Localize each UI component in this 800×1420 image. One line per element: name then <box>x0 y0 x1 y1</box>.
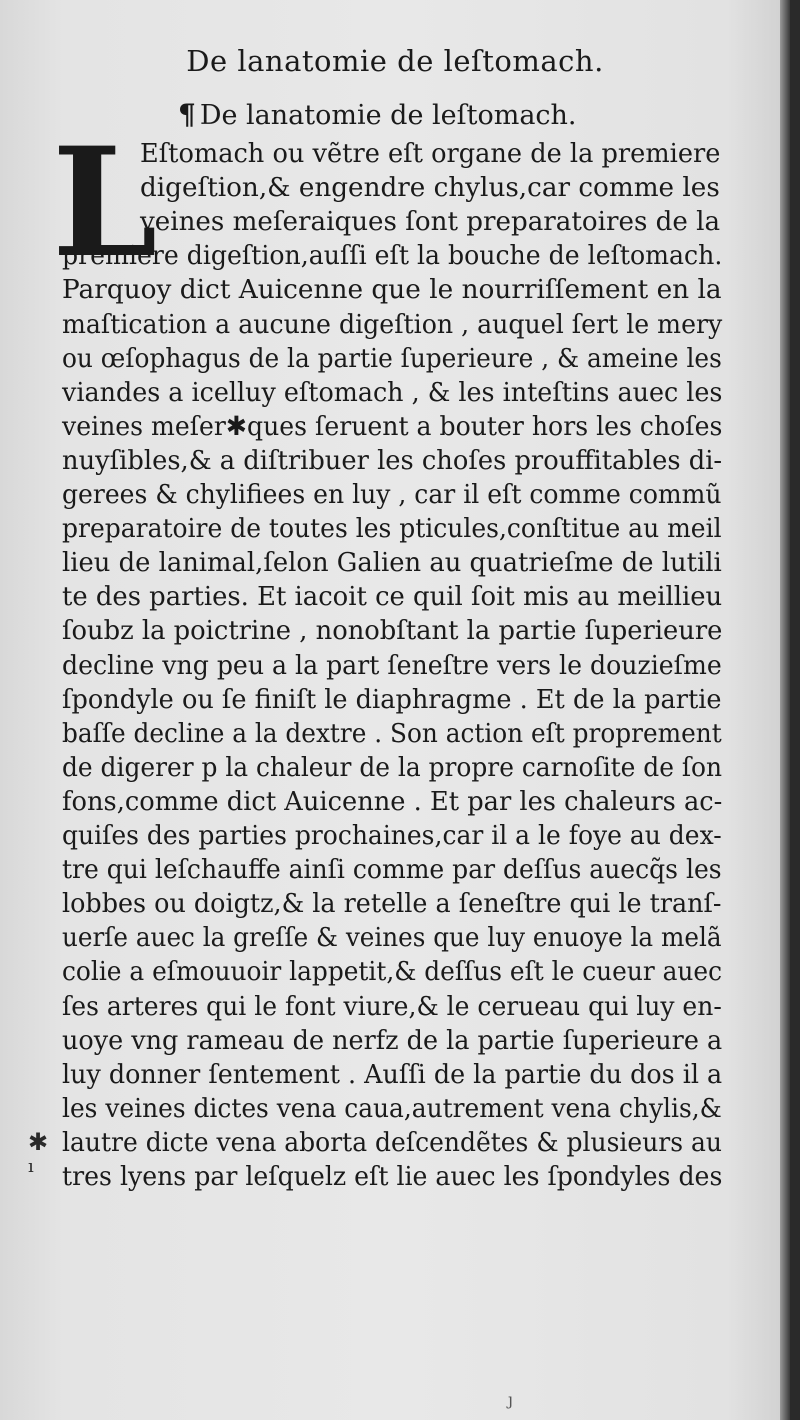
text-line: fons,comme dict Auicenne . Et par les chaleurs ac- <box>62 786 723 817</box>
text-line: ſpondyle ou ſe finiſt le diaphragme . Et de la partie <box>62 684 722 715</box>
text-line: tres lyens par leſquelz eſt lie auec les ſpondyles des <box>62 1161 723 1192</box>
text-line: baſſe decline a la dextre . Son action eſt proprement <box>62 718 722 749</box>
text-line: quiſes des parties prochaines,car il a le foye au dex- <box>62 820 722 851</box>
text-line: maſtication a aucune digeſtion , auquel ſert le mery <box>62 309 723 340</box>
text-line: decline vng peu a la part ſeneſtre vers le douzieſme <box>62 650 722 681</box>
text-line: lautre dicte vena aborta deſcendẽtes & plusieurs au <box>62 1127 722 1158</box>
running-head: De lanatomie de leſtomach. <box>186 44 604 78</box>
text-line: veines meſer✱ques ſeruent a bouter hors les choſes <box>62 411 723 442</box>
text-line: Eſtomach ou vẽtre eſt organe de la premiere <box>140 138 721 169</box>
text-line: colie a eſmouuoir lappetit,& deſſus eſt le cueur auec <box>62 956 723 987</box>
drop-cap: L <box>52 115 158 291</box>
text-line: Parquoy dict Auicenne que le nourriſſement en la <box>62 274 722 305</box>
chapter-title-text: De lanatomie de leſtomach. <box>199 100 577 131</box>
folio-mark: ȷ <box>508 1390 513 1409</box>
text-line: ſes arteres qui le font viure,& le cerueau qui luy en- <box>62 991 722 1022</box>
page-edge-shadow <box>780 0 790 1420</box>
text-line: lieu de lanimal,ſelon Galien au quatrieſme de lutili <box>62 547 722 578</box>
text-line: veines meſeraiques ſont preparatoires de la <box>140 206 721 237</box>
text-line: lobbes ou doigtz,& la retelle a ſeneſtre qui le tranſ- <box>62 888 722 919</box>
margin-mark: ı <box>28 1156 34 1177</box>
text-line: uoye vng rameau de nerfz de la partie ſuperieure a <box>62 1025 723 1056</box>
text-line: premiere digeſtion,auſſi eſt la bouche de leſtomach. <box>62 240 723 271</box>
text-line: ſoubz la poictrine , nonobſtant la partie ſuperieure <box>62 615 723 646</box>
margin-mark: ✱ <box>28 1128 49 1156</box>
text-line: les veines dictes vena caua,autrement vena chylis,& <box>62 1093 722 1124</box>
text-line: tre qui leſchauffe ainſi comme par deſſus auecq̃s les <box>62 854 722 885</box>
text-line: luy donner ſentement . Auſſi de la partie du dos il a <box>62 1059 723 1090</box>
text-line: digeſtion,& engendre chylus,car comme les <box>140 172 720 203</box>
pilcrow-icon: ¶ <box>178 98 196 131</box>
text-line: gerees & chylifiees en luy , car il eſt comme commũ <box>62 479 722 510</box>
text-line: te des parties. Et iacoit ce quil ſoit mis au meillieu <box>62 581 723 612</box>
text-line: viandes a icelluy eſtomach , & les inteſtins auec les <box>62 377 723 408</box>
text-line: de digerer p la chaleur de la propre carnoſite de ſon <box>62 752 723 783</box>
text-line: preparatoire de toutes les pticules,conſtitue au meil <box>62 513 722 544</box>
text-line: ou œſophagus de la partie ſuperieure , & ameine les <box>62 343 722 374</box>
chapter-title <box>178 98 577 131</box>
text-line: uerſe auec la greſſe & veines que luy enuoye la melã <box>62 922 722 953</box>
text-line: nuyſibles,& a diſtribuer les choſes prouffitables di- <box>62 445 723 476</box>
